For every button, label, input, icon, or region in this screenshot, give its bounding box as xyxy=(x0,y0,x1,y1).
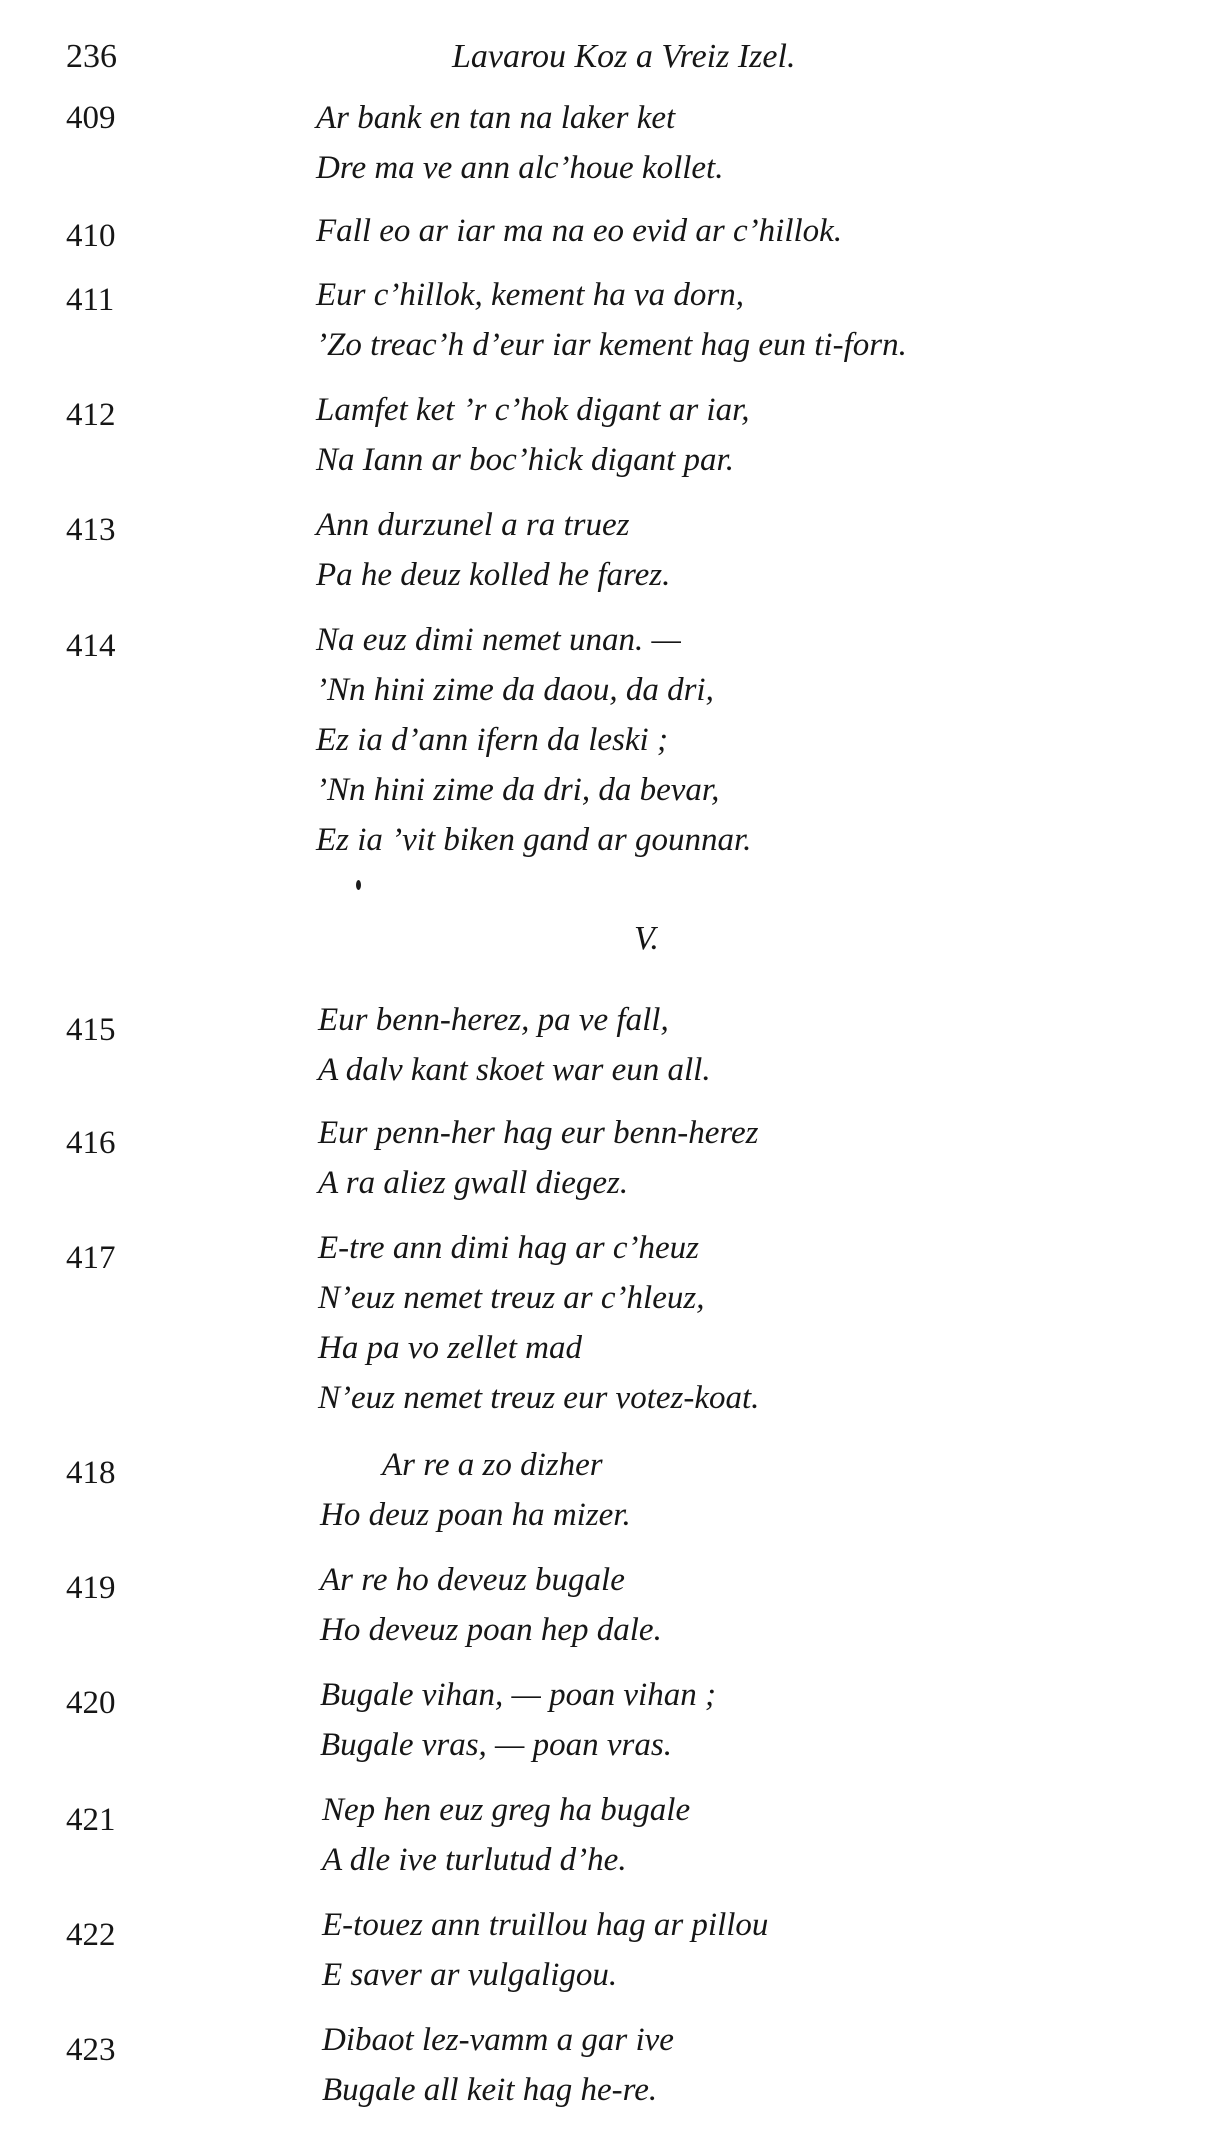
verse-line: Bugale vihan, — poan vihan ; xyxy=(320,1677,716,1713)
verse-line: Eur c’hillok, kement ha va dorn, xyxy=(316,277,744,313)
verse-line: ’Nn hini zime da dri, da bevar, xyxy=(316,772,720,808)
verse-line: A ra aliez gwall diegez. xyxy=(318,1165,629,1201)
verse-line: E-touez ann truillou hag ar pillou xyxy=(322,1907,769,1943)
entry-number: 422 xyxy=(66,1917,116,1953)
entry-number: 419 xyxy=(66,1570,116,1606)
verse-line: Dibaot lez-vamm a gar ive xyxy=(322,2022,674,2058)
entry-number: 415 xyxy=(66,1012,116,1048)
verse-line: A dle ive turlutud d’he. xyxy=(322,1842,627,1878)
verse-line: Ar re a zo dizher xyxy=(382,1447,603,1483)
verse-line: E-tre ann dimi hag ar c’heuz xyxy=(318,1230,699,1266)
verse-line: Ar bank en tan na laker ket xyxy=(316,100,676,136)
verse-line: Ho deveuz poan hep dale. xyxy=(320,1612,662,1648)
entry-number: 423 xyxy=(66,2032,116,2068)
verse-line: Eur benn-herez, pa ve fall, xyxy=(318,1002,669,1038)
verse-line: Fall eo ar iar ma na eo evid ar c’hillok. xyxy=(316,213,843,249)
section-heading: V. xyxy=(634,920,659,957)
running-title: Lavarou Koz a Vreiz Izel. xyxy=(452,38,796,75)
verse-line: Na Iann ar boc’hick digant par. xyxy=(316,442,734,478)
entry-number: 416 xyxy=(66,1125,116,1161)
verse-line: Lamfet ket ’r c’hok digant ar iar, xyxy=(316,392,750,428)
verse-line: Ar re ho deveuz bugale xyxy=(320,1562,625,1598)
verse-line: Nep hen euz greg ha bugale xyxy=(322,1792,691,1828)
page-number: 236 xyxy=(66,38,117,75)
entry-number: 409 xyxy=(66,100,116,136)
entry-number: 418 xyxy=(66,1455,116,1491)
verse-line: Ho deuz poan ha mizer. xyxy=(320,1497,631,1533)
entry-number: 410 xyxy=(66,218,116,254)
entry-number: 421 xyxy=(66,1802,116,1838)
verse-line: Bugale vras, — poan vras. xyxy=(320,1727,672,1763)
entry-number: 411 xyxy=(66,282,115,318)
ink-mark xyxy=(356,880,361,890)
verse-line: Eur penn-her hag eur benn-herez xyxy=(318,1115,759,1151)
verse-line: Pa he deuz kolled he farez. xyxy=(316,557,671,593)
verse-line: A dalv kant skoet war eun all. xyxy=(318,1052,711,1088)
verse-line: Ez ia d’ann ifern da leski ; xyxy=(316,722,668,758)
verse-line: ’Nn hini zime da daou, da dri, xyxy=(316,672,714,708)
verse-line: Bugale all keit hag he-re. xyxy=(322,2072,658,2108)
verse-line: Na euz dimi nemet unan. — xyxy=(316,622,681,658)
verse-line: Dre ma ve ann alc’houe kollet. xyxy=(316,150,724,186)
entry-number: 412 xyxy=(66,397,116,433)
verse-line: ’Zo treac’h d’eur iar kement hag eun ti-forn. xyxy=(316,327,907,363)
verse-line: Ha pa vo zellet mad xyxy=(318,1330,582,1366)
entry-number: 414 xyxy=(66,628,116,664)
entry-number: 417 xyxy=(66,1240,116,1276)
verse-line: N’euz nemet treuz eur votez-koat. xyxy=(318,1380,760,1416)
verse-line: E saver ar vulgaligou. xyxy=(322,1957,618,1993)
entry-number: 413 xyxy=(66,512,116,548)
entry-number: 420 xyxy=(66,1685,116,1721)
verse-line: Ann durzunel a ra truez xyxy=(316,507,630,543)
verse-line: Ez ia ’vit biken gand ar gounnar. xyxy=(316,822,752,858)
verse-line: N’euz nemet treuz ar c’hleuz, xyxy=(318,1280,705,1316)
